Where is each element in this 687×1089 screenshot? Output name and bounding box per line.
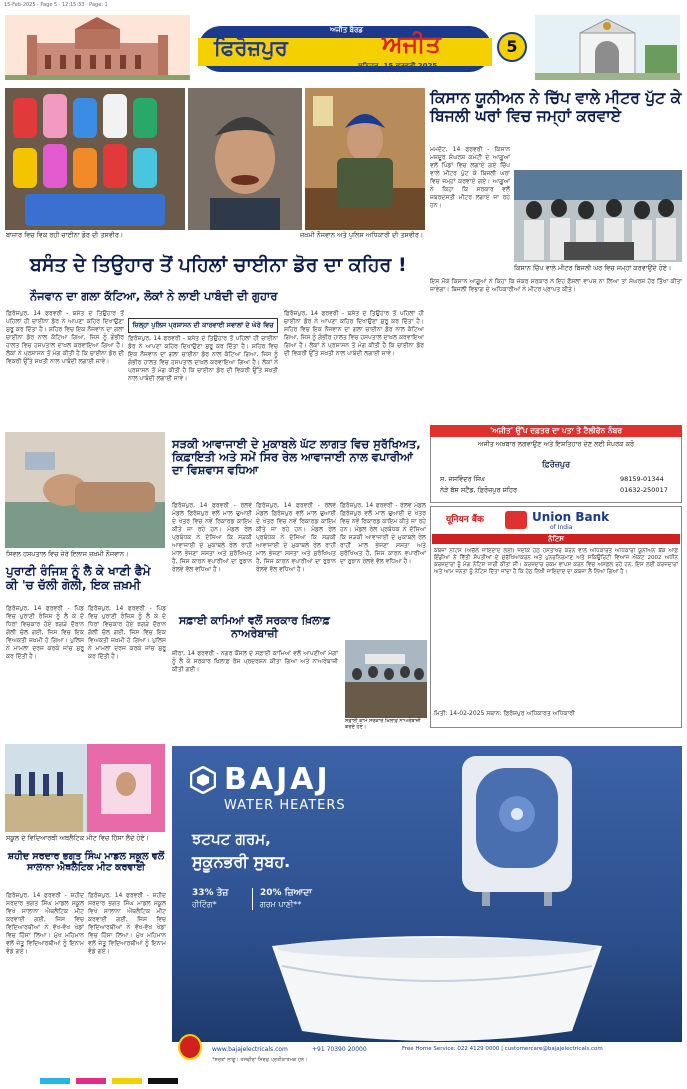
china-dor-subhead: ਨੌਜਵਾਨ ਦਾ ਗਲਾ ਕੱਟਿਆ, ਲੋਕਾਂ ਨੇ ਲਾਈ ਪਾਬੰਦੀ ਦੀ ਗੁਹਾਰ: [30, 289, 278, 303]
masthead-title-1: ਫਿਰੋਜ਼ਪੁਰ: [214, 36, 288, 60]
subscription-title: 'ਅਜੀਤ' ਉੱਪ ਦਫ਼ਤਰ ਦਾ ਪਤਾ ਤੇ ਟੈਲੀਫੋਨ ਨੰਬਰ: [430, 425, 682, 437]
farmers-headline: ਕਿਸਾਨ ਯੂਨੀਅਨ ਨੇ ਚਿੱਪ ਵਾਲੇ ਮੀਟਰ ਪੁੱਟ ਕੇ ਬਿਜਲੀ ਘਰਾਂ ਵਿਚ ਜਮ੍ਹਾਂ ਕਰਵਾਏ: [430, 89, 682, 125]
police-officer-photo: [305, 88, 425, 230]
building-illustration: [5, 15, 190, 80]
masthead-date: ਸ਼ਨਿਚਰ, 15 ਫਰਵਰੀ 2025: [358, 62, 438, 70]
rail-body-col3: ਫ਼ਿਰੋਜ਼ਪੁਰ, 14 ਫਰਵਰੀ - ਰੇਲਵੇ ਮੰਡਲ ਫ਼ਿਰੋਜ਼ਪੁਰ ਵਲੋਂ ਮਾਲ ਢੁਆਈ ਦੇ ਖੇਤਰ ਵਿਚ ਨਵੇਂ ਰਿਕਾਰਡ ਕਾਇਮ ਕੀਤੇ ਜਾ ਰਹੇ ਹਨ। ਮੰਡਲ ਰੇਲ ਪ੍ਰਬੰਧਕ ਨੇ ਦੱਸਿਆ ਕਿ ਸੜਕੀ ਆਵਾਜਾਈ ਦੇ ਮੁਕਾਬਲੇ ਰੇਲ ਰਾਹੀਂ ਮਾਲ ਭੇਜਣਾ ਸਸਤਾ ਅਤੇ ਸੁਰੱਖਿਅਤ ਹੈ, ਜਿਸ ਕਾਰਨ ਵਪਾਰੀਆਂ ਦਾ ਰੁਝਾਨ ਰੇਲਵੇ ਵੱਲ ਵਧਿਆ ਹੈ।: [340, 502, 426, 565]
bajaj-brand: BAJAJ: [224, 762, 331, 797]
farmers-body: ਮਮਦੋਟ, 14 ਫਰਵਰੀ - ਕਿਸਾਨ ਮਜ਼ਦੂਰ ਸੰਘਰਸ਼ ਕਮੇਟੀ ਦੇ ਆਗੂਆਂ ਵਲੋਂ ਪਿੰਡਾਂ ਵਿਚ ਲਗਾਏ ਗਏ ਚਿੱਪ ਵਾਲੇ ਮੀਟਰ ਪੁੱਟ ਕੇ ਬਿਜਲੀ ਘਰਾਂ ਵਿਚ ਜਮ੍ਹਾਂ ਕਰਵਾਏ ਗਏ। ਆਗੂਆਂ ਨੇ ਕਿਹਾ ਕਿ ਸਰਕਾਰ ਵਲੋਂ ਜ਼ਬਰਦਸਤੀ ਮੀਟਰ ਲਗਾਏ ਜਾ ਰਹੇ ਹਨ।: [430, 146, 510, 209]
subscription-office: ਫ਼ਿਰੋਜ਼ਪੁਰ: [541, 460, 571, 469]
china-dor-body-col2: ਫ਼ਿਰੋਜ਼ਪੁਰ, 14 ਫਰਵਰੀ - ਬਸੰਤ ਦੇ ਤਿਉਹਾਰ ਤੋਂ ਪਹਿਲਾਂ ਹੀ ਚਾਈਨਾ ਡੋਰ ਨੇ ਆਪਣਾ ਕਹਿਰ ਦਿਖਾਉਣਾ ਸ਼ੁਰੂ ਕਰ ਦਿੱਤਾ ਹੈ। ਸ਼ਹਿਰ ਵਿਚ ਇਕ ਨੌਜਵਾਨ ਦਾ ਗਲਾ ਚਾਈਨਾ ਡੋਰ ਨਾਲ ਕੱਟਿਆ ਗਿਆ, ਜਿਸ ਨੂੰ ਗੰਭੀਰ ਹਾਲਤ ਵਿਚ ਹਸਪਤਾਲ ਦਾਖ਼ਲ ਕਰਵਾਇਆ ਗਿਆ ਹੈ। ਲੋਕਾਂ ਨੇ ਪ੍ਰਸ਼ਾਸਨ ਤੋਂ ਮੰਗ ਕੀਤੀ ਹੈ ਕਿ ਚਾਈਨਾ ਡੋਰ ਦੀ ਵਿਕਰੀ ਉੱਤੇ ਸਖ਼ਤੀ ਨਾਲ ਪਾਬੰਦੀ ਲਗਾਈ ਜਾਵੇ।: [128, 335, 278, 382]
bajaj-website: www.bajajelectricals.com: [212, 1046, 288, 1053]
yellow-swatch: [112, 1078, 142, 1084]
china-dor-headline: ਬਸੰਤ ਦੇ ਤਿਉਹਾਰ ਤੋਂ ਪਹਿਲਾਂ ਚਾਈਨਾ ਡੋਰ ਦਾ ਕਹਿਰ !: [30, 254, 407, 276]
subscription-contact-left: ਸ. ਜਸਵਿੰਦਰ ਸਿੰਘ: [440, 475, 485, 483]
bank-logo: [505, 511, 527, 529]
subscription-lines: ਅਜੀਤ ਅਖ਼ਬਾਰ ਲਗਵਾਉਣ ਅਤੇ ਇਸ਼ਤਿਹਾਰ ਦੇਣ ਲਈ ਸੰਪਰਕ ਕਰੋ: [477, 440, 635, 448]
china-dor-boxed-label: ਜ਼ਿਲ੍ਹਾ ਪੁਲਿਸ ਪ੍ਰਸ਼ਾਸਨ ਦੀ ਕਾਰਵਾਈ ਸਵਾਲਾਂ ਦੇ ਘੇਰੇ ਵਿਚ: [128, 318, 278, 333]
rail-headline: ਸੜਕੀ ਆਵਾਜਾਈ ਦੇ ਮੁਕਾਬਲੇ ਘੱਟ ਲਾਗਤ ਵਿਚ ਸੁਰੱਖਿਅਤ, ਕਿਫ਼ਾਇਤੀ ਅਤੇ ਸਮੇਂ ਸਿਰ ਰੇਲ ਆਵਾਜਾਈ ਨਾਲ ਵਪਾਰੀਆਂ ਦਾ ਵਿਸ਼ਵਾਸ ਵਧਿਆ: [172, 437, 421, 478]
print-slug: 15-Feb-2025 · Page 5 · 12:15:33 · Page: 1: [4, 2, 108, 8]
sanitation-headline: ਸਫ਼ਾਈ ਕਾਮਿਆਂ ਵਲੋਂ ਸਰਕਾਰ ਖ਼ਿਲਾਫ਼ ਨਾਅਰੇਬਾਜ਼ੀ: [179, 614, 330, 640]
bajaj-product: WATER HEATERS: [224, 798, 346, 813]
shooting-photo-caption: ਸਿਵਲ ਹਸਪਤਾਲ ਵਿਚ ਜ਼ੇਰੇ ਇਲਾਜ ਜ਼ਖ਼ਮੀ ਨੌਜਵਾਨ।: [6, 550, 129, 558]
bajaj-tagline-1: ਝਟਪਟ ਗਰਮ,: [192, 830, 271, 848]
masthead-title-2: ਅਜੀਤ: [382, 30, 441, 58]
top-photo-caption-2: ਜ਼ਖ਼ਮੀ ਨੌਜਵਾਨ ਅਤੇ ਪੁਲਿਸ ਅਧਿਕਾਰੀ ਦੀ ਤਸਵੀਰ।: [300, 231, 424, 239]
water-heater-illustration: [422, 756, 602, 906]
shooting-body-col1: ਫ਼ਿਰੋਜ਼ਪੁਰ, 14 ਫਰਵਰੀ - ਪਿੰਡ ਵਿਚ ਪੁਰਾਣੀ ਰੰਜਿਸ਼ ਨੂੰ ਲੈ ਕੇ ਦੋ ਧਿਰਾਂ ਵਿਚਕਾਰ ਹੋਏ ਝਗੜੇ ਦੌਰਾਨ ਗੋਲੀ ਚੱਲ ਗਈ, ਜਿਸ ਵਿਚ ਇਕ ਵਿਅਕਤੀ ਜ਼ਖ਼ਮੀ ਹੋ ਗਿਆ। ਪੁਲਿਸ ਨੇ ਮਾਮਲਾ ਦਰਜ ਕਰਕੇ ਜਾਂਚ ਸ਼ੁਰੂ ਕਰ ਦਿੱਤੀ ਹੈ।: [6, 605, 84, 660]
school-event-photo: [5, 744, 165, 832]
bathtub-illustration: [272, 936, 602, 1046]
bajaj-phone: +91 70390 20000: [312, 1046, 367, 1053]
bajaj-feature-2-label: ਗਰਮ ਪਾਣੀ**: [260, 900, 302, 909]
bajaj-feature-2-value: 20% ਜ਼ਿਆਦਾ: [260, 888, 312, 898]
school-headline: ਸ਼ਹੀਦ ਸਰਦਾਰ ਭਗਤ ਸਿੰਘ ਮਾਡਲ ਸਕੂਲ ਵਲੋਂ ਸਾਲਾਨਾ ਐਥਲੈਟਿਕ ਮੀਟ ਕਰਵਾਈ: [7, 851, 165, 873]
bank-notice-body: ਕਬਜ਼ਾ ਨੋਟਿਸ (ਅਚੱਲ ਜਾਇਦਾਦ ਲਈ) ਜਦਕਿ ਹੇਠ ਹਸਤਾਖਰ ਕਰਨ ਵਾਲੇ ਅਧਿਕਾਰਤ ਅਧਿਕਾਰੀ ਯੂਨੀਅਨ ਬੈਂਕ ਆਫ਼ ਇੰਡੀਆ ਨੇ ਵਿੱਤੀ ਸੰਪਤੀਆਂ ਦੇ ਸੁਰੱਖਿਆਕਰਨ ਅਤੇ ਪੁਨਰਨਿਰਮਾਣ ਅਤੇ ਸਕਿਉਰਿਟੀ ਵਿਆਜ ਐਕਟ 2002 ਅਧੀਨ ਕਰਜ਼ਦਾਰਾਂ ਨੂੰ ਮੰਗ ਨੋਟਿਸ ਜਾਰੀ ਕੀਤਾ ਸੀ। ਕਰਜ਼ਦਾਰ ਰਕਮ ਵਾਪਸ ਕਰਨ ਵਿਚ ਅਸਫ਼ਲ ਰਹੇ ਹਨ, ਇਸ ਲਈ ਕਰਜ਼ਦਾਰਾਂ ਅਤੇ ਆਮ ਜਨਤਾ ਨੂੰ ਨੋਟਿਸ ਦਿੱਤਾ ਜਾਂਦਾ ਹੈ ਕਿ ਹੇਠ ਲਿਖੀ ਜਾਇਦਾਦ ਦਾ ਕਬਜ਼ਾ ਲੈ ਲਿਆ ਗਿਆ ਹੈ।: [434, 548, 678, 575]
black-swatch: [148, 1078, 178, 1084]
registration-strip: [0, 1074, 687, 1088]
farmers-photo: [514, 170, 682, 262]
china-dor-body-col1: ਫ਼ਿਰੋਜ਼ਪੁਰ, 14 ਫਰਵਰੀ - ਬਸੰਤ ਦੇ ਤਿਉਹਾਰ ਤੋਂ ਪਹਿਲਾਂ ਹੀ ਚਾਈਨਾ ਡੋਰ ਨੇ ਆਪਣਾ ਕਹਿਰ ਦਿਖਾਉਣਾ ਸ਼ੁਰੂ ਕਰ ਦਿੱਤਾ ਹੈ। ਸ਼ਹਿਰ ਵਿਚ ਇਕ ਨੌਜਵਾਨ ਦਾ ਗਲਾ ਚਾਈਨਾ ਡੋਰ ਨਾਲ ਕੱਟਿਆ ਗਿਆ, ਜਿਸ ਨੂੰ ਗੰਭੀਰ ਹਾਲਤ ਵਿਚ ਹਸਪਤਾਲ ਦਾਖ਼ਲ ਕਰਵਾਇਆ ਗਿਆ ਹੈ। ਲੋਕਾਂ ਨੇ ਪ੍ਰਸ਼ਾਸਨ ਤੋਂ ਮੰਗ ਕੀਤੀ ਹੈ ਕਿ ਚਾਈਨਾ ਡੋਰ ਦੀ ਵਿਕਰੀ ਉੱਤੇ ਸਖ਼ਤੀ ਨਾਲ ਪਾਬੰਦੀ ਲਗਾਈ ਜਾਵੇ।: [6, 310, 124, 365]
shooting-headline: ਪੁਰਾਣੀ ਰੰਜਿਸ਼ ਨੂੰ ਲੈ ਕੇ ਖਾਣੀ ਫੈਮੇ ਕੀ 'ਚ ਚੱਲੀ ਗੋਲੀ, ਇਕ ਜ਼ਖ਼ਮੀ: [6, 564, 151, 592]
injured-man-photo: [188, 88, 302, 230]
subscription-address: ਨੇੜੇ ਬੱਸ ਸਟੈਂਡ, ਫ਼ਿਰੋਜ਼ਪੁਰ ਸ਼ਹਿਰ: [440, 486, 518, 494]
subscription-phone2: 01632-250017: [620, 486, 668, 494]
school-body-col1: ਫ਼ਿਰੋਜ਼ਪੁਰ, 14 ਫਰਵਰੀ - ਸ਼ਹੀਦ ਸਰਦਾਰ ਭਗਤ ਸਿੰਘ ਮਾਡਲ ਸਕੂਲ ਵਿਖੇ ਸਾਲਾਨਾ ਐਥਲੈਟਿਕ ਮੀਟ ਕਰਵਾਈ ਗਈ, ਜਿਸ ਵਿਚ ਵਿਦਿਆਰਥੀਆਂ ਨੇ ਵੱਖ-ਵੱਖ ਖੇਡਾਂ ਵਿਚ ਹਿੱਸਾ ਲਿਆ। ਮੁੱਖ ਮਹਿਮਾਨ ਵਲੋਂ ਜੇਤੂ ਵਿਦਿਆਰਥੀਆਂ ਨੂੰ ਇਨਾਮ ਵੰਡੇ ਗਏ।: [6, 892, 84, 955]
bajaj-feature-divider: [252, 888, 253, 910]
bajaj-logo-icon: [190, 766, 216, 794]
subscription-contact-right: 98159-01344: [620, 475, 664, 483]
farmers-photo-caption: ਕਿਸਾਨ ਚਿੱਪ ਵਾਲੇ ਮੀਟਰ ਬਿਜਲੀ ਘਰ ਵਿਚ ਜਮ੍ਹਾਂ ਕਰਵਾਉਂਦੇ ਹੋਏ।: [514, 264, 672, 272]
school-body-col2: ਫ਼ਿਰੋਜ਼ਪੁਰ, 14 ਫਰਵਰੀ - ਸ਼ਹੀਦ ਸਰਦਾਰ ਭਗਤ ਸਿੰਘ ਮਾਡਲ ਸਕੂਲ ਵਿਖੇ ਸਾਲਾਨਾ ਐਥਲੈਟਿਕ ਮੀਟ ਕਰਵਾਈ ਗਈ, ਜਿਸ ਵਿਚ ਵਿਦਿਆਰਥੀਆਂ ਨੇ ਵੱਖ-ਵੱਖ ਖੇਡਾਂ ਵਿਚ ਹਿੱਸਾ ਲਿਆ। ਮੁੱਖ ਮਹਿਮਾਨ ਵਲੋਂ ਜੇਤੂ ਵਿਦਿਆਰਥੀਆਂ ਨੂੰ ਇਨਾਮ ਵੰਡੇ ਗਏ।: [88, 892, 166, 955]
bajaj-feature-1-label: ਹੀਟਿੰਗ*: [192, 900, 217, 909]
masthead: [0, 10, 687, 82]
rail-body-col2: ਫ਼ਿਰੋਜ਼ਪੁਰ, 14 ਫਰਵਰੀ - ਰੇਲਵੇ ਮੰਡਲ ਫ਼ਿਰੋਜ਼ਪੁਰ ਵਲੋਂ ਮਾਲ ਢੁਆਈ ਦੇ ਖੇਤਰ ਵਿਚ ਨਵੇਂ ਰਿਕਾਰਡ ਕਾਇਮ ਕੀਤੇ ਜਾ ਰਹੇ ਹਨ। ਮੰਡਲ ਰੇਲ ਪ੍ਰਬੰਧਕ ਨੇ ਦੱਸਿਆ ਕਿ ਸੜਕੀ ਆਵਾਜਾਈ ਦੇ ਮੁਕਾਬਲੇ ਰੇਲ ਰਾਹੀਂ ਮਾਲ ਭੇਜਣਾ ਸਸਤਾ ਅਤੇ ਸੁਰੱਖਿਅਤ ਹੈ, ਜਿਸ ਕਾਰਨ ਵਪਾਰੀਆਂ ਦਾ ਰੁਝਾਨ ਰੇਲਵੇ ਵੱਲ ਵਧਿਆ ਹੈ।: [256, 502, 336, 573]
cyan-swatch: [40, 1078, 70, 1084]
shooting-body-col2: ਫ਼ਿਰੋਜ਼ਪੁਰ, 14 ਫਰਵਰੀ - ਪਿੰਡ ਵਿਚ ਪੁਰਾਣੀ ਰੰਜਿਸ਼ ਨੂੰ ਲੈ ਕੇ ਦੋ ਧਿਰਾਂ ਵਿਚਕਾਰ ਹੋਏ ਝਗੜੇ ਦੌਰਾਨ ਗੋਲੀ ਚੱਲ ਗਈ, ਜਿਸ ਵਿਚ ਇਕ ਵਿਅਕਤੀ ਜ਼ਖ਼ਮੀ ਹੋ ਗਿਆ। ਪੁਲਿਸ ਨੇ ਮਾਮਲਾ ਦਰਜ ਕਰਕੇ ਜਾਂਚ ਸ਼ੁਰੂ ਕਰ ਦਿੱਤੀ ਹੈ।: [88, 605, 166, 660]
bajaj-disclaimer: *ਸ਼ਰਤਾਂ ਲਾਗੂ। ਤਸਵੀਰਾਂ ਸਿਰਫ਼ ਪ੍ਰਤੀਕਾਤਮਕ ਹਨ।: [212, 1057, 308, 1063]
bank-brand-hi: यूनियन बैंक: [446, 515, 484, 525]
hospital-patient-photo: [5, 432, 165, 548]
bank-brand-sub: of India: [550, 524, 573, 531]
bajaj-ad: [172, 746, 682, 1068]
china-dor-spools-photo: [5, 88, 185, 230]
bajaj-emblem: [178, 1034, 202, 1060]
school-photo-caption: ਸਕੂਲ ਦੇ ਵਿਦਿਆਰਥੀ ਅਥਲੈਟਿਕ ਮੀਟ ਵਿਚ ਹਿੱਸਾ ਲੈਂਦੇ ਹੋਏ।: [6, 834, 150, 842]
farmers-body-2: ਇਸ ਮੌਕੇ ਕਿਸਾਨ ਆਗੂਆਂ ਨੇ ਕਿਹਾ ਕਿ ਜੇਕਰ ਸਰਕਾਰ ਨੇ ਇਹ ਫ਼ੈਸਲਾ ਵਾਪਸ ਨਾ ਲਿਆ ਤਾਂ ਸੰਘਰਸ਼ ਹੋਰ ਤਿੱਖਾ ਕੀਤਾ ਜਾਵੇਗਾ। ਬਿਜਲੀ ਵਿਭਾਗ ਦੇ ਅਧਿਕਾਰੀਆਂ ਨੇ ਮੀਟਰ ਪ੍ਰਾਪਤ ਕੀਤੇ।: [430, 278, 682, 293]
sanitation-protest-photo: [345, 640, 427, 718]
bajaj-footer-line: Free Home Service: 022 4129 0000 | customercare@bajajelectricals.com: [402, 1046, 603, 1052]
china-dor-body-col3: ਫ਼ਿਰੋਜ਼ਪੁਰ, 14 ਫਰਵਰੀ - ਬਸੰਤ ਦੇ ਤਿਉਹਾਰ ਤੋਂ ਪਹਿਲਾਂ ਹੀ ਚਾਈਨਾ ਡੋਰ ਨੇ ਆਪਣਾ ਕਹਿਰ ਦਿਖਾਉਣਾ ਸ਼ੁਰੂ ਕਰ ਦਿੱਤਾ ਹੈ। ਸ਼ਹਿਰ ਵਿਚ ਇਕ ਨੌਜਵਾਨ ਦਾ ਗਲਾ ਚਾਈਨਾ ਡੋਰ ਨਾਲ ਕੱਟਿਆ ਗਿਆ, ਜਿਸ ਨੂੰ ਗੰਭੀਰ ਹਾਲਤ ਵਿਚ ਹਸਪਤਾਲ ਦਾਖ਼ਲ ਕਰਵਾਇਆ ਗਿਆ ਹੈ। ਲੋਕਾਂ ਨੇ ਪ੍ਰਸ਼ਾਸਨ ਤੋਂ ਮੰਗ ਕੀਤੀ ਹੈ ਕਿ ਚਾਈਨਾ ਡੋਰ ਦੀ ਵਿਕਰੀ ਉੱਤੇ ਸਖ਼ਤੀ ਨਾਲ ਪਾਬੰਦੀ ਲਗਾਈ ਜਾਵੇ।: [284, 310, 424, 357]
rail-body-col1: ਫ਼ਿਰੋਜ਼ਪੁਰ, 14 ਫਰਵਰੀ - ਰੇਲਵੇ ਮੰਡਲ ਫ਼ਿਰੋਜ਼ਪੁਰ ਵਲੋਂ ਮਾਲ ਢੁਆਈ ਦੇ ਖੇਤਰ ਵਿਚ ਨਵੇਂ ਰਿਕਾਰਡ ਕਾਇਮ ਕੀਤੇ ਜਾ ਰਹੇ ਹਨ। ਮੰਡਲ ਰੇਲ ਪ੍ਰਬੰਧਕ ਨੇ ਦੱਸਿਆ ਕਿ ਸੜਕੀ ਆਵਾਜਾਈ ਦੇ ਮੁਕਾਬਲੇ ਰੇਲ ਰਾਹੀਂ ਮਾਲ ਭੇਜਣਾ ਸਸਤਾ ਅਤੇ ਸੁਰੱਖਿਅਤ ਹੈ, ਜਿਸ ਕਾਰਨ ਵਪਾਰੀਆਂ ਦਾ ਰੁਝਾਨ ਰੇਲਵੇ ਵੱਲ ਵਧਿਆ ਹੈ।: [172, 502, 252, 573]
top-photo-caption-1: ਬਾਜ਼ਾਰ ਵਿਚ ਵਿਕ ਰਹੀ ਚਾਈਨਾ ਡੋਰ ਦੀ ਤਸਵੀਰ।: [6, 231, 124, 239]
masthead-prefix: ਅਜੀਤ ਬੋਰਡ: [330, 26, 363, 34]
bajaj-tagline-2: ਸੁਕੂਨਭਰੀ ਸੁਬਹ.: [192, 852, 291, 871]
magenta-swatch: [76, 1078, 106, 1084]
bank-notice-footer: ਮਿਤੀ: 14-02-2025 ਸਥਾਨ: ਫ਼ਿਰੋਜ਼ਪੁਰ ਅਧਿਕਾਰਤ ਅਧਿਕਾਰੀ: [434, 710, 575, 717]
bank-brand-en: Union Bank: [532, 510, 610, 524]
gate-illustration: [535, 15, 680, 80]
sanitation-photo-caption: ਸਫ਼ਾਈ ਕਾਮੇ ਸਰਕਾਰ ਖ਼ਿਲਾਫ਼ ਨਾਅਰੇਬਾਜ਼ੀ ਕਰਦੇ ਹੋਏ।: [345, 718, 421, 730]
sanitation-body: ਜ਼ੀਰਾ, 14 ਫਰਵਰੀ - ਨਗਰ ਕੌਂਸਲ ਦੇ ਸਫ਼ਾਈ ਕਾਮਿਆਂ ਵਲੋਂ ਆਪਣੀਆਂ ਮੰਗਾਂ ਨੂੰ ਲੈ ਕੇ ਸਰਕਾਰ ਖ਼ਿਲਾਫ਼ ਰੋਸ ਪ੍ਰਦਰਸ਼ਨ ਕੀਤਾ ਗਿਆ ਅਤੇ ਨਾਅਰੇਬਾਜ਼ੀ ਕੀਤੀ ਗਈ।: [172, 650, 338, 673]
page-number-badge: 5: [497, 32, 527, 62]
bank-notice-title: ਨੋਟਿਸ: [432, 534, 680, 544]
bajaj-feature-1-value: 33% ਤੇਜ਼: [192, 888, 229, 898]
